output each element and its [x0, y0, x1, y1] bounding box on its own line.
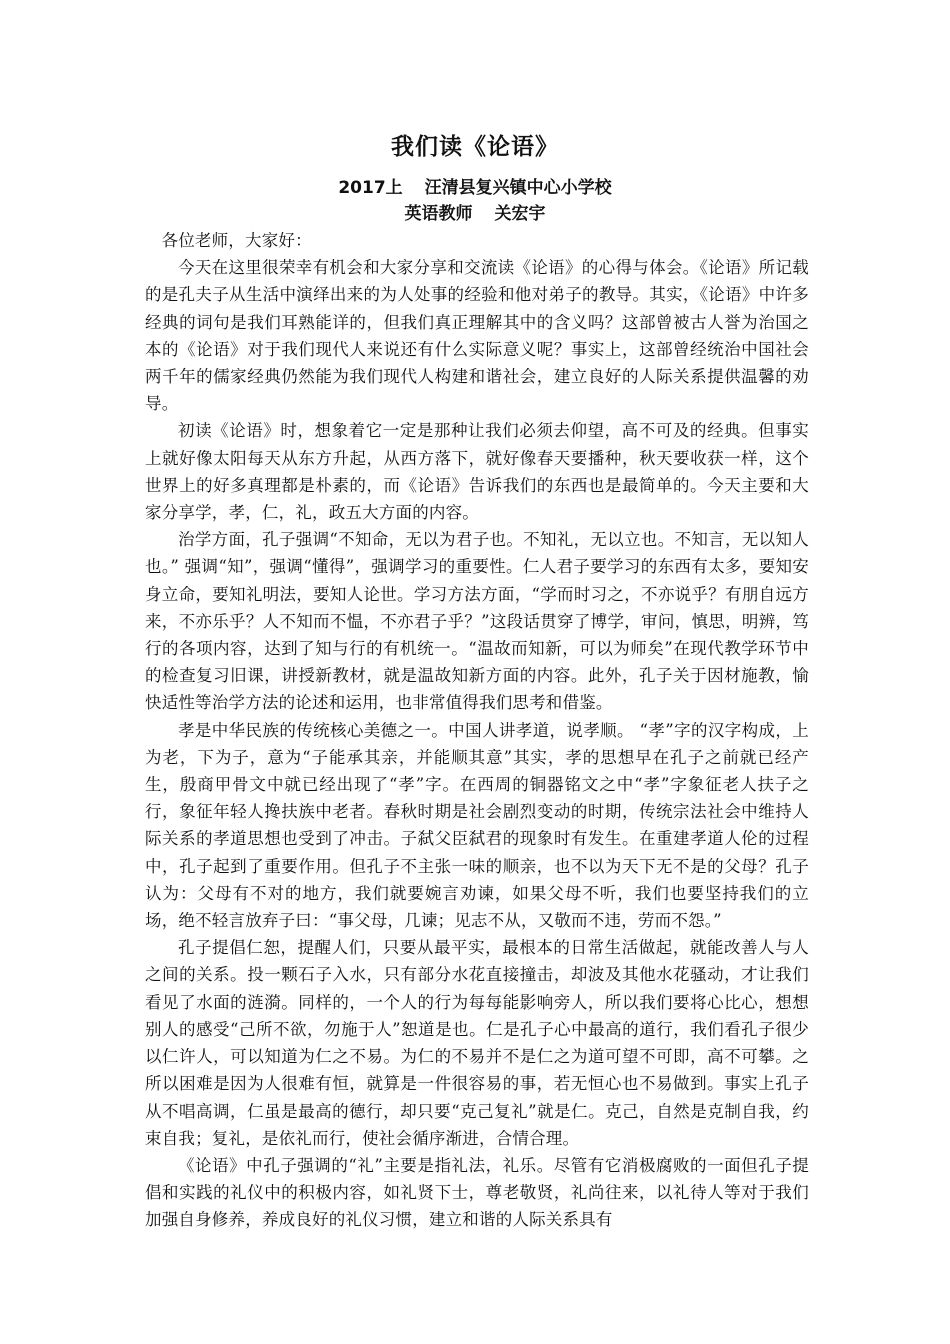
greeting: 各位老师，大家好：	[161, 231, 312, 250]
paragraph-intro: 今天在这里很荣幸有机会和大家分享和交流读《论语》的心得与体会。《论语》所记载的是孔夫子从生活中演绎出来的为人处事的经验和他对弟子的教导。其实，《论语》中许多经典的词句是我们耳熟能详的，但我们真正理解其中的含义吗？这部曾被古人誉为治国之本的《论语》对于我们现代人来说还有什么实际意义呢？事实上，这部曾经统治中国社会两千年的儒家经典仍然能为我们现代人构建和谐社会，建立良好的人际关系提供温馨的劝导。	[145, 258, 809, 414]
author-role: 英语教师	[404, 204, 473, 224]
document-title: 我们读《论语》	[391, 134, 559, 160]
document-body	[145, 227, 809, 1234]
paragraph-benevolence: 孔子提倡仁恕，提醒人们，只要从最平实，最根本的日常生活做起，就能改善人与人之间的关系。投一颗石子入水，只有部分水花直接撞击，却波及其他水花骚动，才让我们看见了水面的涟漪。同样的，一个人的行为每每能影响旁人，所以我们要将心比心，想想别人的感受“己所不欲，勿施于人”恕道是也。仁是孔子心中最高的道行，我们看孔子很少以仁许人，可以知道为仁之不易。为仁的不易并不是仁之为道可望不可即，高不可攀。之所以困难是因为人很难有恒，就算是一件很容易的事，若无恒心也不易做到。事实上孔子从不唱高调，仁虽是最高的德行，却只要“克己复礼”就是仁。克己，自然是克制自我，约束自我；复礼，是依礼而行，使社会循序渐进，合情合理。	[145, 938, 809, 1148]
author-name: 关宏宇	[494, 204, 546, 224]
paragraph-rites: 《论语》中孔子强调的“礼”主要是指礼法，礼乐。尽管有它消极腐败的一面但孔子提倡和实践的礼仪中的积极内容，如礼贤下士，尊老敬贤，礼尚往来，以礼待人等对于我们加强自身修养，养成良好的礼仪习惯，建立和谐的人际关系具有	[145, 1155, 809, 1230]
paragraph-first-reading: 初读《论语》时，想象着它一定是那种让我们必须去仰望，高不可及的经典。但事实上就好像太阳每天从东方升起，从西方落下，就好像春天要播种，秋天要收获一样，这个世界上的好多真理都是朴素的，而《论语》告诉我们的东西也是最简单的。今天主要和大家分享学，孝，仁，礼，政五大方面的内容。	[145, 421, 809, 523]
paragraph-filial-piety: 孝是中华民族的传统核心美德之一。中国人讲孝道，说孝顺。 “孝”字的汉字构成，上为老，下为子，意为“子能承其亲，并能顺其意”其实，孝的思想早在孔子之前就已经产生，殷商甲骨文中就已经出现了“孝”字。在西周的铜器铭文之中“孝”字象征老人扶子之行，象征年轻人搀扶族中老者。春秋时期是社会剧烈变动的时期，传统宗法社会中维持人际关系的孝道思想也受到了冲击。子弑父臣弑君的现象时有发生。在重建孝道人伦的过程中，孔子起到了重要作用。但孔子不主张一味的顺亲，也不以为天下无不是的父母？孔子认为：父母有不对的地方，我们就要婉言劝谏，如果父母不听，我们也要坚持我们的立场，绝不轻言放弃子曰：“事父母，几谏；见志不从，又敬而不违，劳而不怨。”	[145, 720, 809, 931]
year-term: 2017上	[338, 178, 403, 198]
author-line	[0, 201, 950, 227]
school-name: 汪清县复兴镇中心小学校	[424, 178, 612, 198]
paragraph-learning: 治学方面，孔子强调“不知命，无以为君子也。不知礼，无以立也。不知言，无以知人也。” 强调“知”，强调“懂得”，强调学习的重要性。仁人君子要学习的东西有太多，要知安身立命，要知礼明法，要知人论世。学习方法方面，“学而时习之，不亦说乎？有朋自远方来，不亦乐乎？人不知而不愠，不亦君子乎？”这段话贯穿了博学，审问，慎思，明辨，笃行的各项内容，达到了知与行的有机统一。“温故而知新，可以为师矣”在现代教学环节中的检查复习旧课，讲授新教材，就是温故知新方面的内容。此外，孔子关于因材施教，愉快适性等治学方法的论述和运用，也非常值得我们思考和借鉴。	[145, 530, 809, 713]
school-line	[0, 175, 950, 201]
